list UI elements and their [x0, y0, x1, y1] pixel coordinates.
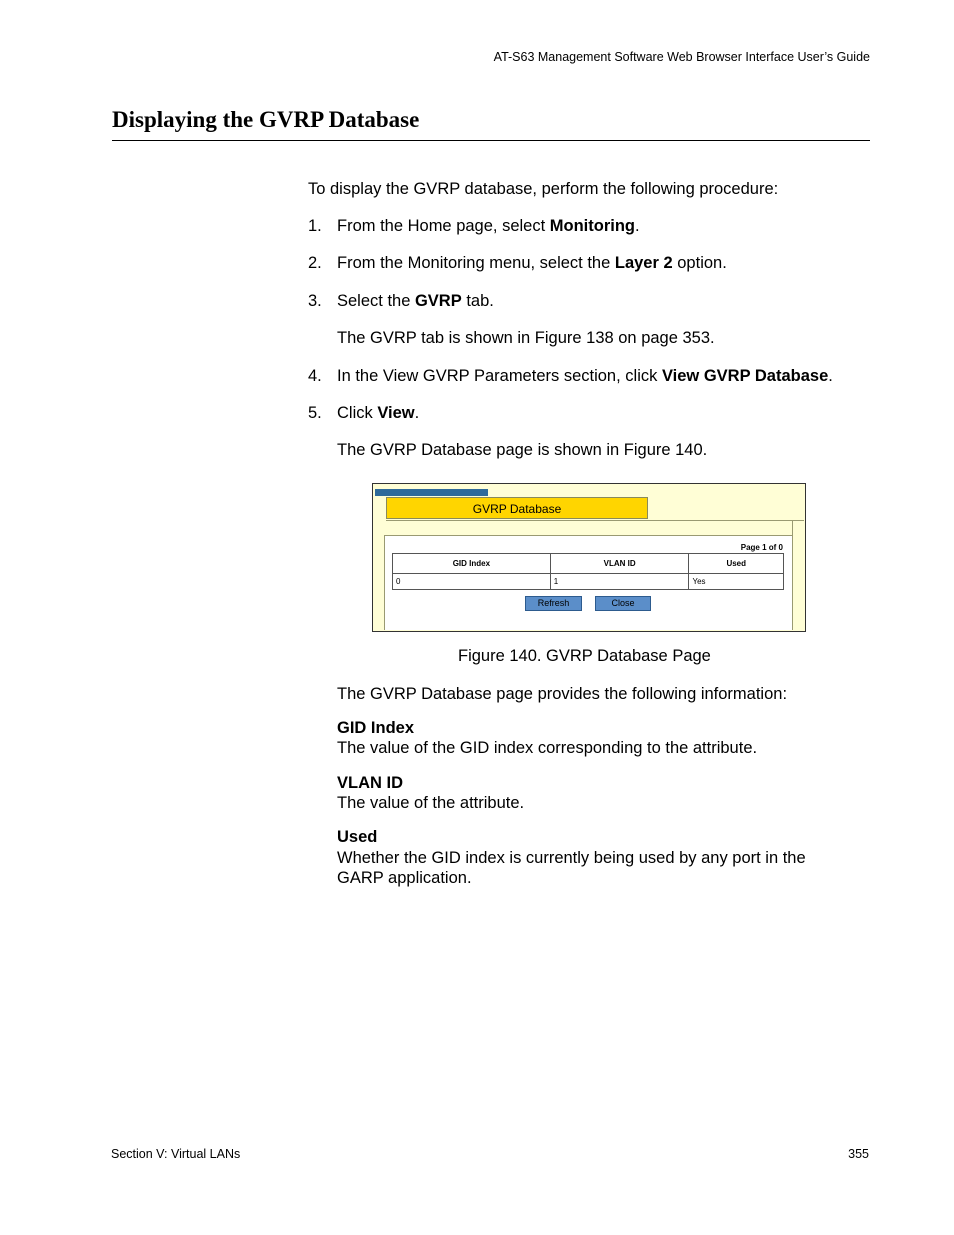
footer-section: Section V: Virtual LANs — [111, 1147, 241, 1161]
step-number: 5. — [308, 404, 322, 422]
step-number: 3. — [308, 292, 322, 310]
ui-term: Monitoring — [549, 217, 635, 235]
step-text: Select the GVRP tab. — [337, 292, 494, 310]
definition-description: GARP application. — [337, 869, 472, 887]
figure-right-edge — [792, 520, 793, 630]
table-cell: 1 — [550, 574, 689, 590]
step-note: The GVRP Database page is shown in Figure 140. — [337, 441, 708, 459]
tab-gvrp-database[interactable]: GVRP Database — [386, 497, 648, 519]
step-note: The GVRP tab is shown in Figure 138 on page 353. — [337, 329, 715, 347]
ui-term: GVRP — [414, 292, 462, 310]
step-text: From the Monitoring menu, select the Layer 2 option. — [337, 254, 727, 272]
definition-term: Used — [337, 828, 378, 846]
definition-description: The value of the attribute. — [337, 794, 525, 812]
info-intro: The GVRP Database page provides the following information: — [337, 685, 788, 703]
gvrp-database-table — [392, 553, 784, 590]
definition-term: GID Index — [337, 719, 415, 737]
column-header-gid-index: GID Index — [393, 554, 551, 574]
running-header: AT-S63 Management Software Web Browser Interface User’s Guide — [493, 50, 870, 64]
step-number: 2. — [308, 254, 322, 272]
page-number: 355 — [848, 1147, 869, 1161]
table-cell: Yes — [689, 574, 784, 590]
ui-term: Layer 2 — [614, 254, 673, 272]
table-cell: 0 — [393, 574, 551, 590]
section-title: Displaying the GVRP Database — [112, 107, 420, 132]
ui-term: View GVRP Database — [661, 367, 829, 385]
step-text: In the View GVRP Parameters section, click View GVRP Database. — [337, 367, 833, 385]
title-rule — [112, 140, 870, 141]
step-number: 4. — [308, 367, 322, 385]
figure-header-stripe — [375, 489, 488, 496]
figure-caption: Figure 140. GVRP Database Page — [458, 647, 711, 665]
step-text: From the Home page, select Monitoring. — [337, 217, 640, 235]
close-button[interactable]: Close — [595, 596, 651, 611]
intro-paragraph: To display the GVRP database, perform the following procedure: — [308, 180, 779, 198]
step-text: Click View. — [337, 404, 420, 422]
definition-description: The value of the GID index corresponding to the attribute. — [337, 739, 758, 757]
definition-term: VLAN ID — [337, 774, 403, 792]
refresh-button[interactable]: Refresh — [525, 596, 582, 611]
column-header-vlan-id: VLAN ID — [550, 554, 689, 574]
definition-description: Whether the GID index is currently being used by any port in the — [337, 849, 806, 867]
step-number: 1. — [308, 217, 322, 235]
ui-term: View — [377, 404, 415, 422]
page-indicator: Page 1 of 0 — [740, 543, 783, 552]
column-header-used: Used — [689, 554, 784, 574]
table-row — [393, 574, 784, 590]
table-header-row — [393, 554, 784, 574]
figure-tabbar-line — [386, 520, 804, 521]
